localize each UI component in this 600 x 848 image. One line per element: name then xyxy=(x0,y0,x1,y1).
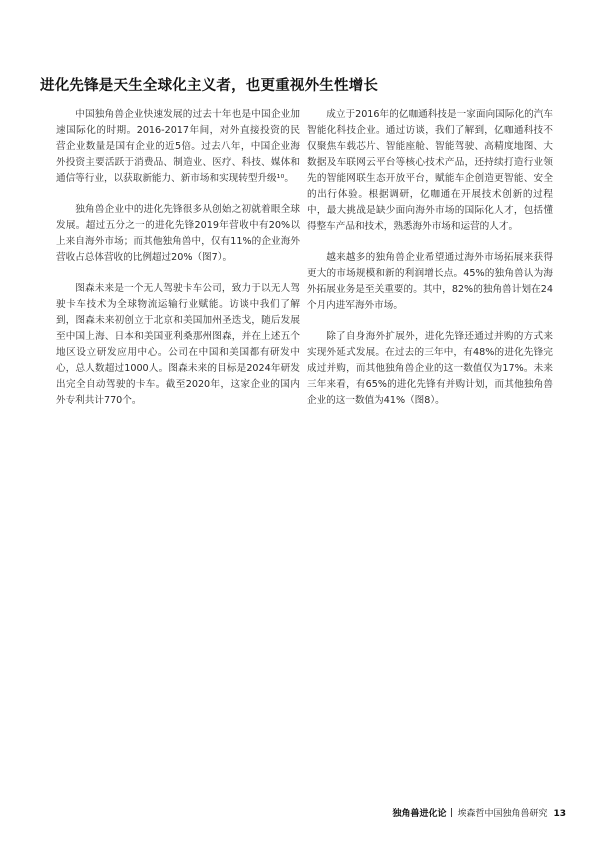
left-column xyxy=(56,107,300,424)
footer-brand: 独角兽进化论 xyxy=(392,809,447,819)
paragraph: 除了自身海外扩展外，进化先锋还通过并购的方式来实现外延式发展。在过去的三年中，有48%的进化先锋完成过并购，而其他独角兽企业的这一数值仅为17%。未来三年来看，有65%的进化先锋有并购计划，而其他独角兽企业的这一数值为41%（图8）。 xyxy=(307,331,553,406)
page-title: 进化先锋是天生全球化主义者，也更重视外生性增长 xyxy=(40,78,379,94)
paragraph: 独角兽企业中的进化先锋很多从创始之初就着眼全球发展。超过五分之一的进化先锋2019年营收中有20%以上来自海外市场；而其他独角兽中，仅有11%的企业海外营收占总体营收的比例超过20%（图7）。 xyxy=(56,204,300,263)
footer-subtitle: 埃森哲中国独角兽研究 xyxy=(457,809,548,819)
page-footer xyxy=(392,806,566,819)
paragraph: 图森未来是一个无人驾驶卡车公司，致力于以无人驾驶卡车技术为全球物流运输行业赋能。访谈中我们了解到，图森未来初创立于北京和美国加州圣迭戈，随后发展至中国上海、日本和美国亚利桑那州图森，并在上述五个地区设立研发应用中心。公司在中国和美国都有研发中心，总人数超过1000人。图森未来的目标是2024年研发出完全自动驾驶的卡车。截至2020年，这家企业的国内外专利共计770个。 xyxy=(56,283,300,406)
footer-divider xyxy=(451,808,452,817)
right-column xyxy=(307,107,553,424)
page-number: 13 xyxy=(553,809,566,819)
paragraph: 越来越多的独角兽企业希望通过海外市场拓展来获得更大的市场规模和新的利润增长点。45%的独角兽认为海外拓展业务是至关重要的。其中，82%的独角兽计划在24个月内进军海外市场。 xyxy=(307,252,553,311)
paragraph: 成立于2016年的亿咖通科技是一家面向国际化的汽车智能化科技企业。通过访谈，我们了解到，亿咖通科技不仅聚焦车载芯片、智能座舱、智能驾驶、高精度地图、大数据及车联网云平台等核心技术产品，还持续打造行业领先的智能网联生态开放平台，赋能车企创造更智能、安全的出行体验。根据调研，亿咖通在开展技术创新的过程中，最大挑战是缺少面向海外市场的国际化人才，包括懂得整车产品和技术，熟悉海外市场和运营的人才。 xyxy=(307,109,553,232)
paragraph: 中国独角兽企业快速发展的过去十年也是中国企业加速国际化的时期。2016-2017年间，对外直接投资的民营企业数量是国有企业的近5倍。过去八年，中国企业海外投资主要活跃于消费品、制造业、医疗、科技、媒体和通信等行业，以获取新能力、新市场和实现转型升级¹⁰。 xyxy=(56,109,300,184)
